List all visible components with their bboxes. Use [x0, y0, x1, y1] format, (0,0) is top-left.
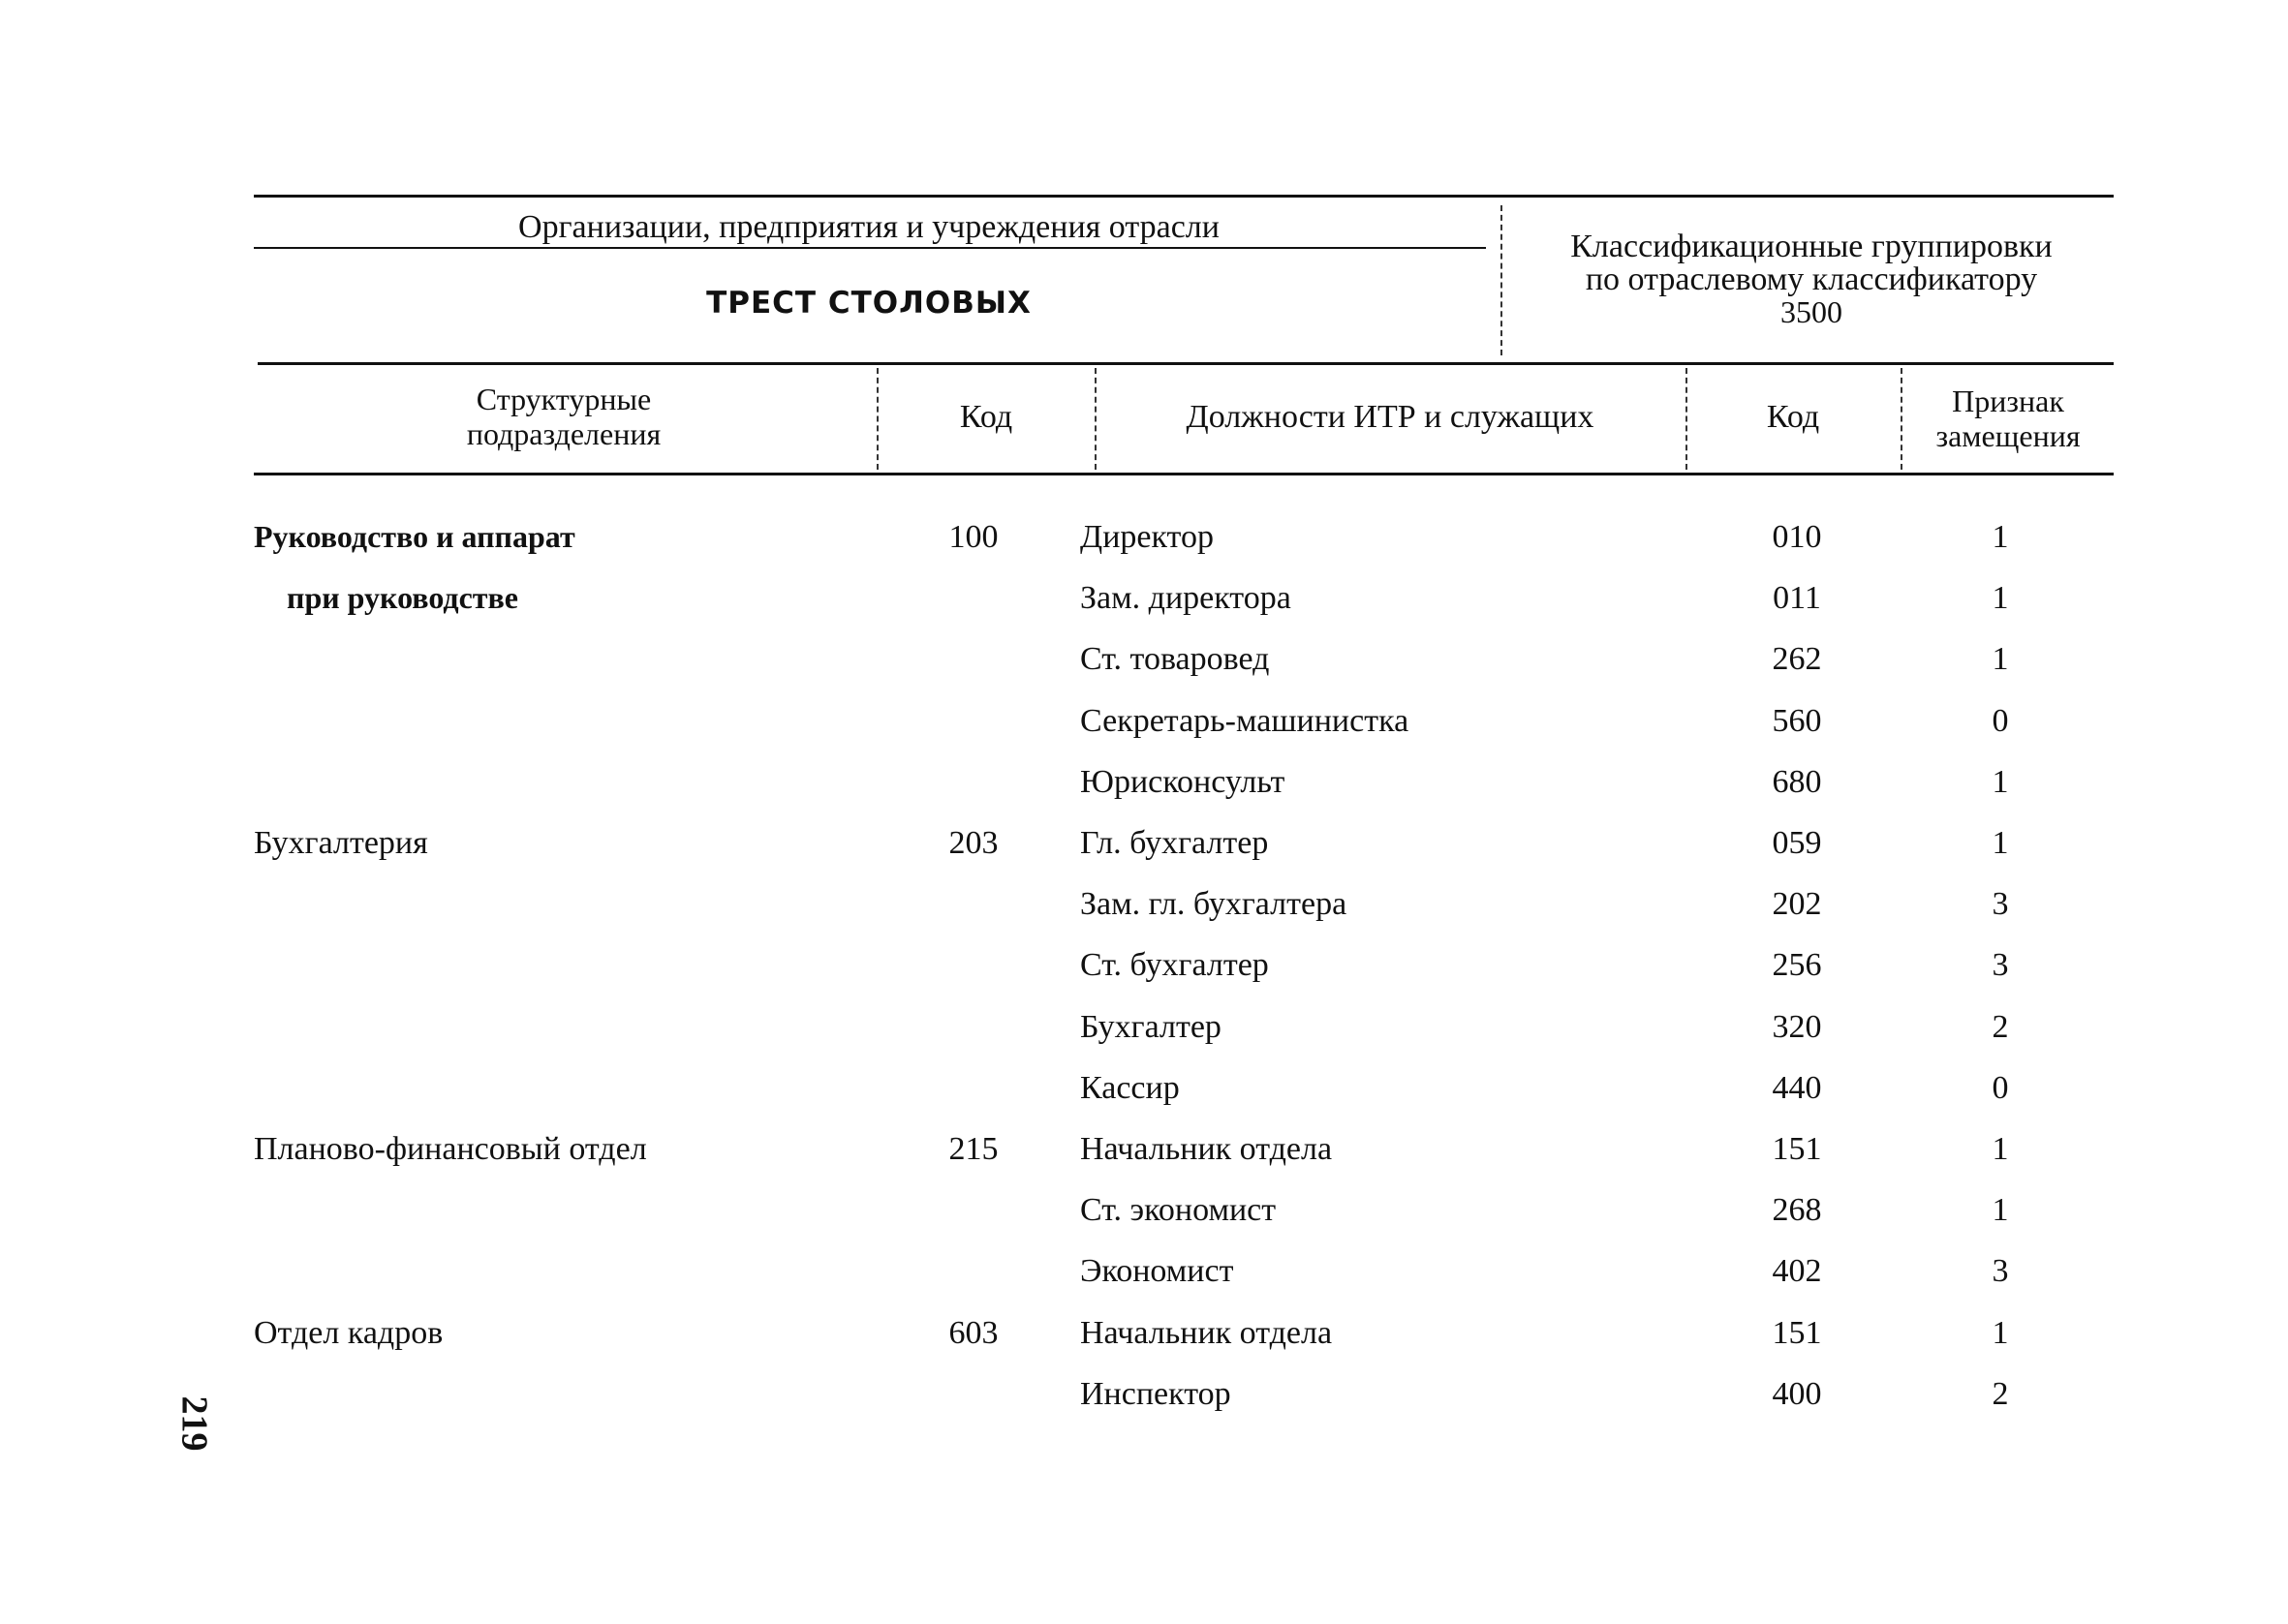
substitution-sign: 3 — [1992, 1253, 2009, 1290]
position-name: Кассир — [1080, 1069, 1180, 1106]
substitution-sign: 3 — [1992, 947, 2009, 984]
col-struct-1: Структурные — [476, 382, 652, 416]
col-code2: Код — [1766, 399, 1820, 435]
position-code: 402 — [1772, 1253, 1822, 1290]
col-sign-2: замещения — [1935, 418, 2081, 453]
col-sign-1: Признак — [1952, 383, 2064, 418]
org-name: ТРЕСТ СТОЛОВЫХ — [706, 286, 1032, 321]
position-code: 320 — [1772, 1008, 1822, 1045]
position-code: 400 — [1772, 1375, 1822, 1412]
position-name: Ст. бухгалтер — [1080, 947, 1269, 984]
substitution-sign: 0 — [1992, 1069, 2009, 1106]
dept-name: при руководстве — [287, 580, 518, 616]
table-row — [0, 941, 2288, 999]
dept-name: Бухгалтерия — [254, 825, 428, 861]
substitution-sign: 1 — [1992, 519, 2009, 555]
position-code: 560 — [1772, 702, 1822, 739]
mid-rule — [258, 362, 2114, 365]
table-row — [0, 1064, 2288, 1122]
position-code: 262 — [1772, 641, 1822, 678]
position-code: 202 — [1772, 886, 1822, 923]
table-row — [0, 574, 2288, 632]
dept-name: Руководство и аппарат — [254, 519, 575, 554]
dept-code: 100 — [948, 519, 999, 555]
dept-code: 203 — [948, 825, 999, 861]
position-code: 059 — [1772, 825, 1822, 861]
substitution-sign: 2 — [1992, 1375, 2009, 1412]
dept-code: 603 — [948, 1314, 999, 1351]
table-row — [0, 1186, 2288, 1244]
substitution-sign: 2 — [1992, 1008, 2009, 1045]
table-row — [0, 513, 2288, 571]
page-number: 219 — [173, 1395, 215, 1452]
position-code: 010 — [1772, 519, 1822, 555]
header-bottom-rule — [254, 473, 2114, 475]
position-name: Секретарь-машинистка — [1080, 702, 1409, 739]
table-row — [0, 1003, 2288, 1061]
position-name: Инспектор — [1080, 1375, 1231, 1412]
position-code: 268 — [1772, 1192, 1822, 1229]
position-name: Экономист — [1080, 1253, 1234, 1290]
position-code: 151 — [1772, 1131, 1822, 1167]
substitution-sign: 1 — [1992, 1192, 2009, 1229]
position-code: 151 — [1772, 1314, 1822, 1351]
substitution-sign: 1 — [1992, 1314, 2009, 1351]
org-label: Организации, предприятия и учреждения отрасли — [518, 209, 1220, 245]
substitution-sign: 3 — [1992, 886, 2009, 923]
org-rule — [254, 247, 1486, 249]
classif-line1: Классификационные группировки — [1570, 229, 2053, 264]
col-code1: Код — [959, 399, 1013, 435]
table-row — [0, 1125, 2288, 1183]
position-code: 680 — [1772, 763, 1822, 800]
position-code: 011 — [1773, 580, 1821, 617]
position-name: Директор — [1080, 519, 1214, 555]
dept-name: Планово-финансовый отдел — [254, 1131, 647, 1167]
substitution-sign: 1 — [1992, 580, 2009, 617]
classif-line2: по отраслевому классификатору — [1585, 261, 2038, 297]
table-row — [0, 1309, 2288, 1367]
col-divider — [1901, 368, 1902, 470]
position-name: Зам. директора — [1080, 580, 1291, 617]
position-name: Начальник отдела — [1080, 1314, 1333, 1351]
position-name: Начальник отдела — [1080, 1131, 1333, 1167]
position-name: Ст. товаровед — [1080, 641, 1270, 678]
position-code: 256 — [1772, 947, 1822, 984]
table-row — [0, 758, 2288, 816]
table-row — [0, 819, 2288, 877]
substitution-sign: 0 — [1992, 702, 2009, 739]
table-row — [0, 635, 2288, 693]
substitution-sign: 1 — [1992, 1131, 2009, 1167]
position-name: Гл. бухгалтер — [1080, 825, 1269, 861]
position-code: 440 — [1772, 1069, 1822, 1106]
position-name: Юрисконсульт — [1080, 763, 1285, 800]
header-divider — [1500, 205, 1502, 355]
table-row — [0, 1370, 2288, 1428]
table-row — [0, 880, 2288, 938]
substitution-sign: 1 — [1992, 641, 2009, 678]
substitution-sign: 1 — [1992, 825, 2009, 861]
col-position: Должности ИТР и служащих — [1186, 399, 1594, 435]
substitution-sign: 1 — [1992, 763, 2009, 800]
dept-name: Отдел кадров — [254, 1314, 444, 1351]
position-name: Зам. гл. бухгалтера — [1080, 886, 1347, 923]
classif-code: 3500 — [1780, 294, 1842, 329]
col-struct-2: подразделения — [466, 416, 662, 451]
table-row — [0, 697, 2288, 755]
position-name: Ст. экономист — [1080, 1192, 1277, 1229]
top-rule — [254, 195, 2114, 198]
position-name: Бухгалтер — [1080, 1008, 1221, 1045]
table-row — [0, 1247, 2288, 1305]
dept-code: 215 — [948, 1131, 999, 1167]
